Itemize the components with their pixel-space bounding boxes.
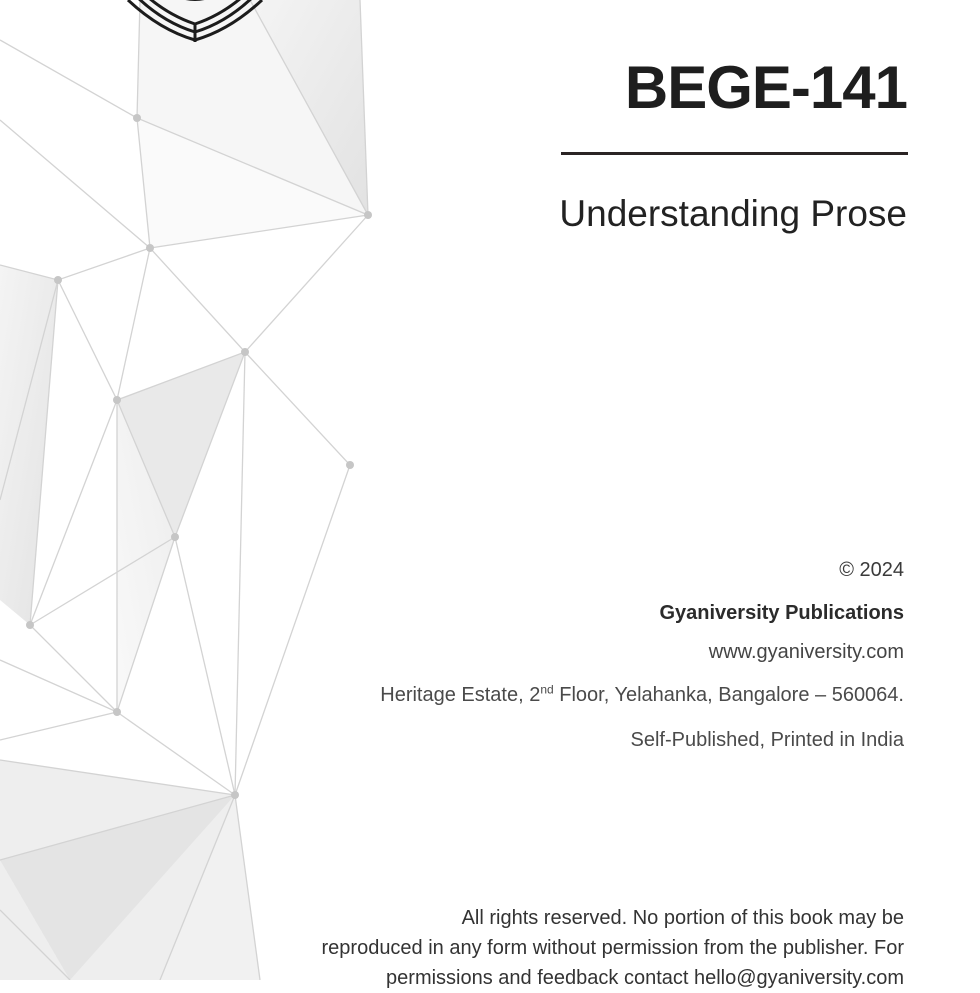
course-code: BEGE-141 bbox=[624, 54, 907, 121]
address-end: Floor, Yelahanka, Bangalore – 560064. bbox=[553, 684, 904, 706]
rights-line: permissions and feedback contact hello@gyaniversity.com bbox=[386, 967, 904, 989]
publisher-name: Gyaniversity Publications bbox=[659, 602, 904, 624]
open-book-crest-icon bbox=[120, 0, 270, 50]
printing-note: Self-Published, Printed in India bbox=[630, 729, 904, 751]
course-title: Understanding Prose bbox=[559, 193, 907, 234]
address-start: Heritage Estate, 2 bbox=[380, 684, 541, 706]
rights-line: reproduced in any form without permission from the publisher. For bbox=[321, 937, 904, 959]
publisher-address bbox=[380, 682, 904, 706]
copyright-year: © 2024 bbox=[839, 559, 904, 581]
rights-line: All rights reserved. No portion of this book may be bbox=[461, 907, 904, 929]
title-divider bbox=[561, 152, 908, 155]
geometric-mesh-background bbox=[0, 0, 420, 980]
publisher-website: www.gyaniversity.com bbox=[708, 641, 904, 663]
address-ordinal: nd bbox=[540, 682, 554, 697]
